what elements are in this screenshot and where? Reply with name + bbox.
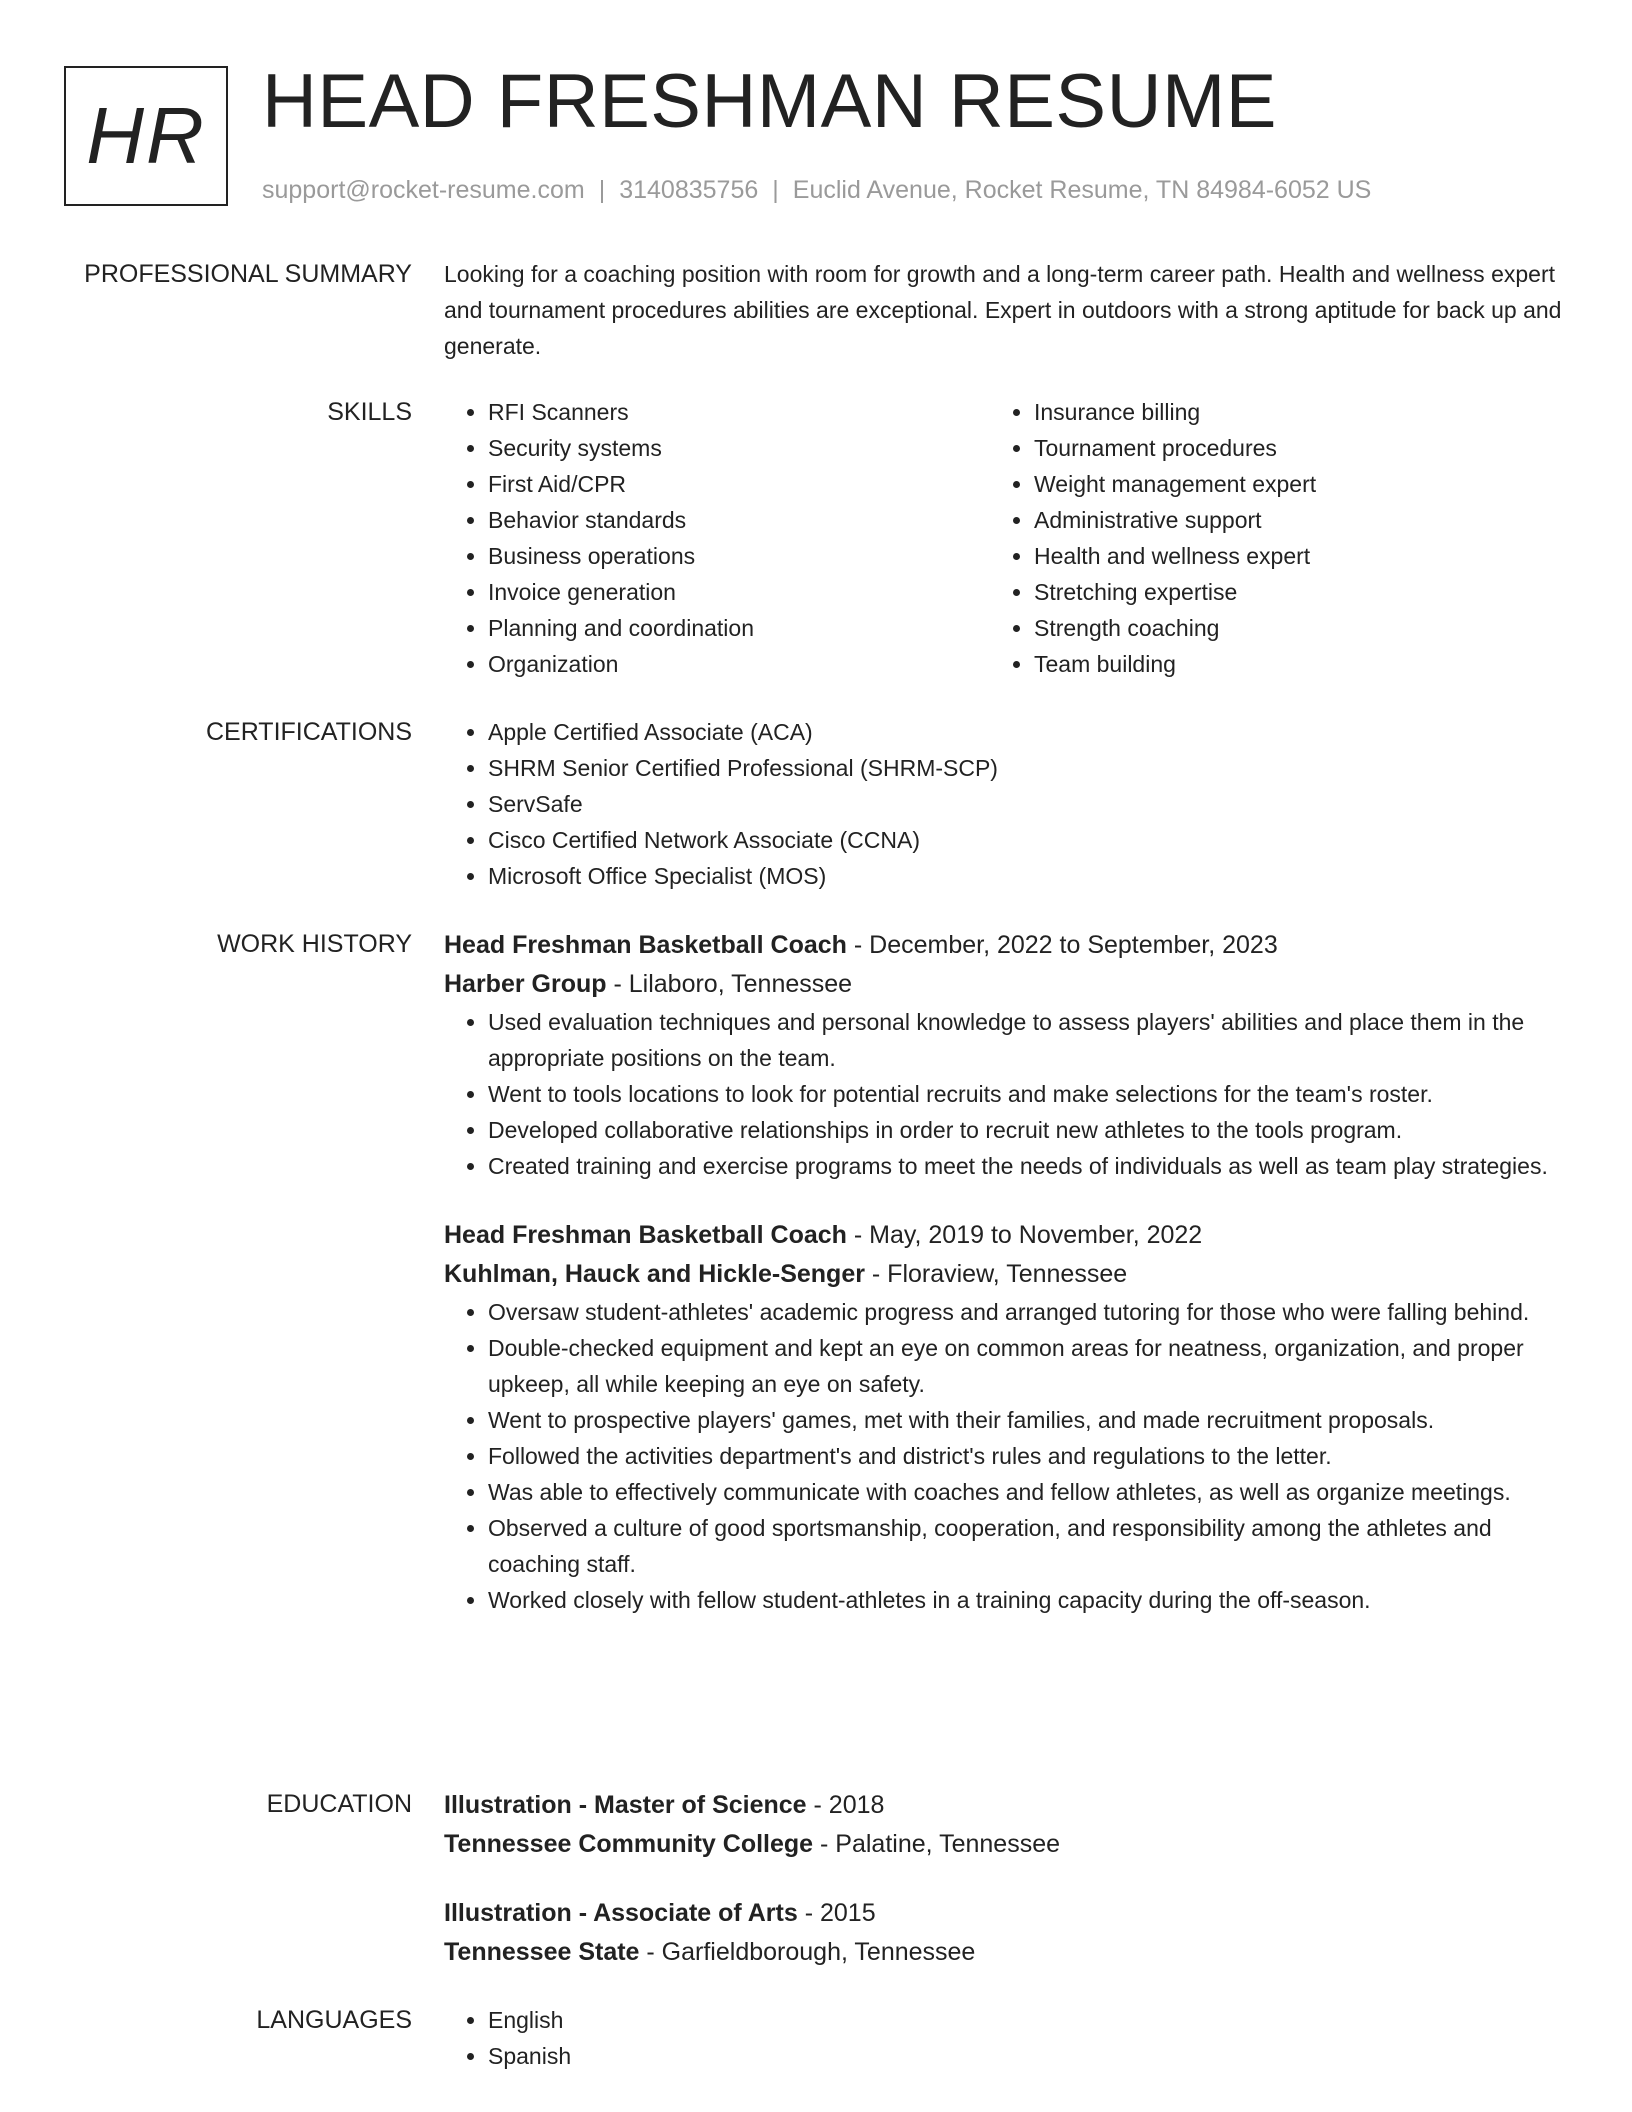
education-year: - 2015 [797, 1899, 876, 1927]
job-bullet: • Followed the activities department's and district's rules and regulations to the letter. [488, 1438, 1564, 1474]
monogram-logo: HR [64, 66, 228, 206]
education-school-line [444, 1933, 1564, 1972]
skills-body [444, 394, 1564, 682]
education-school: Tennessee State [444, 1938, 640, 1966]
skill-item: • Behavior standards [488, 502, 990, 538]
section-title: EDUCATION [266, 1790, 412, 1818]
job-bullet: • Used evaluation techniques and personal knowledge to assess players' abilities and place them in the appropriate positions on the team. [488, 1004, 1564, 1076]
skill-item: • Organization [488, 646, 990, 682]
skills-grid [444, 394, 1564, 682]
education-entry [444, 1894, 1564, 1972]
skill-item: • Stretching expertise [1034, 574, 1536, 610]
skill-item: • Strength coaching [1034, 610, 1536, 646]
education-degree: Illustration - Associate of Arts [444, 1899, 798, 1927]
education-school: Tennessee Community College [444, 1830, 814, 1858]
certification-item: • Apple Certified Associate (ACA) [488, 714, 1564, 750]
education-year: - 2018 [806, 1791, 885, 1819]
skill-item: • Weight management expert [1034, 466, 1536, 502]
skill-item: • Administrative support [1034, 502, 1536, 538]
education-degree: Illustration - Master of Science [444, 1791, 807, 1819]
section-title: CERTIFICATIONS [205, 718, 412, 746]
job-entry [444, 1216, 1564, 1618]
job-entry [444, 926, 1564, 1184]
job-dates: - May, 2019 to November, 2022 [846, 1221, 1203, 1249]
work-history-body [444, 926, 1564, 1618]
education-body [444, 1786, 1564, 1972]
education-location: - Garfieldborough, Tennessee [639, 1938, 976, 1966]
job-dates: - December, 2022 to September, 2023 [846, 931, 1278, 959]
contact-separator: | [598, 176, 606, 204]
job-bullet: • Observed a culture of good sportsmanship, cooperation, and responsibility among the athletes and coaching staff. [488, 1510, 1564, 1582]
contact-line [262, 176, 1371, 205]
skills-column-right [990, 394, 1536, 682]
job-bullet: • Worked closely with fellow student-athletes in a training capacity during the off-season. [488, 1582, 1564, 1618]
skill-item: • Insurance billing [1034, 394, 1536, 430]
job-org-line [444, 1255, 1564, 1294]
job-bullet: • Went to tools locations to look for potential recruits and make selections for the team's roster. [488, 1076, 1564, 1112]
section-title: SKILLS [327, 398, 412, 426]
certifications-body [444, 714, 1564, 894]
job-bullet: • Created training and exercise programs to meet the needs of individuals as well as team play strategies. [488, 1148, 1564, 1184]
section-title: PROFESSIONAL SUMMARY [84, 260, 412, 288]
job-bullet: • Oversaw student-athletes' academic progress and arranged tutoring for those who were falling behind. [488, 1294, 1564, 1330]
skill-item: • Business operations [488, 538, 990, 574]
contact-email: support@rocket-resume.com [262, 176, 585, 204]
education-degree-line [444, 1786, 1564, 1825]
contact-address: Euclid Avenue, Rocket Resume, TN 84984-6052 US [792, 176, 1372, 204]
job-bullet: • Was able to effectively communicate with coaches and fellow athletes, as well as organize meetings. [488, 1474, 1564, 1510]
job-bullet: • Double-checked equipment and kept an eye on common areas for neatness, organization, and proper upkeep, all while keeping an eye on safety. [488, 1330, 1564, 1402]
job-location: - Lilaboro, Tennessee [606, 970, 853, 998]
language-item: • English [488, 2002, 1564, 2038]
job-location: - Floraview, Tennessee [864, 1260, 1128, 1288]
certification-item: • ServSafe [488, 786, 1564, 822]
education-school-line [444, 1825, 1564, 1864]
education-entry [444, 1786, 1564, 1864]
skill-item: • Planning and coordination [488, 610, 990, 646]
resume-name: HEAD FRESHMAN RESUME [262, 59, 1277, 144]
job-bullet: • Developed collaborative relationships in order to recruit new athletes to the tools program. [488, 1112, 1564, 1148]
certification-item: • Microsoft Office Specialist (MOS) [488, 858, 1564, 894]
skill-item: • Team building [1034, 646, 1536, 682]
summary-text: Looking for a coaching position with room for growth and a long-term career path. Health and wellness expert and tournament procedures abilities are exceptional. Expert in outdoors with a strong aptitude for back up and generate. [444, 261, 1562, 359]
education-location: - Palatine, Tennessee [813, 1830, 1061, 1858]
job-role: Head Freshman Basketball Coach [444, 1221, 847, 1249]
certification-item: • SHRM Senior Certified Professional (SHRM-SCP) [488, 750, 1564, 786]
summary-body [444, 256, 1564, 364]
skill-item: • Tournament procedures [1034, 430, 1536, 466]
contact-separator: | [772, 176, 779, 204]
skills-column-left [444, 394, 990, 682]
section-title: LANGUAGES [256, 2006, 412, 2034]
job-company: Kuhlman, Hauck and Hickle-Senger [444, 1260, 865, 1288]
certification-item: • Cisco Certified Network Associate (CCNA) [488, 822, 1564, 858]
skill-item: • Health and wellness expert [1034, 538, 1536, 574]
skill-item: • First Aid/CPR [488, 466, 990, 502]
skill-item: • Invoice generation [488, 574, 990, 610]
job-title-line [444, 1216, 1564, 1255]
job-title-line [444, 926, 1564, 965]
job-company: Harber Group [444, 970, 607, 998]
skill-item: • Security systems [488, 430, 990, 466]
skill-item: • RFI Scanners [488, 394, 990, 430]
section-title: WORK HISTORY [217, 930, 412, 958]
languages-body [444, 2002, 1564, 2074]
job-role: Head Freshman Basketball Coach [444, 931, 847, 959]
job-org-line [444, 965, 1564, 1004]
job-bullet: • Went to prospective players' games, met with their families, and made recruitment proposals. [488, 1402, 1564, 1438]
language-item: • Spanish [488, 2038, 1564, 2074]
contact-phone: 3140835756 [619, 176, 759, 204]
education-degree-line [444, 1894, 1564, 1933]
